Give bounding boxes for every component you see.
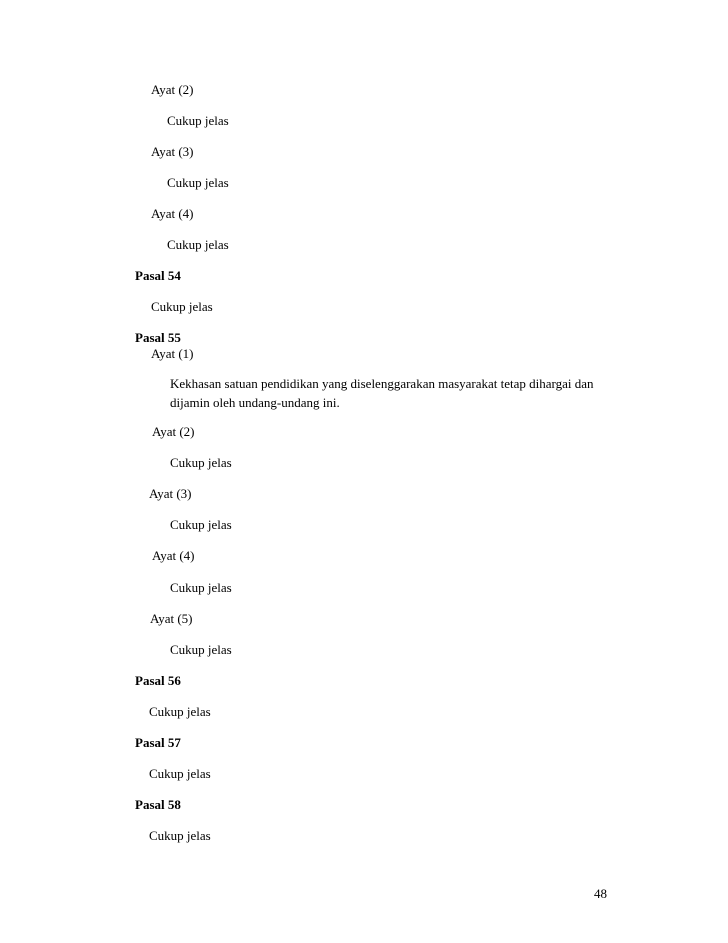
pasal-heading: Pasal 56 (135, 673, 181, 688)
pasal-heading: Pasal 54 (135, 268, 181, 283)
ayat-heading: Ayat (5) (150, 611, 193, 626)
ayat-text: Cukup jelas (167, 113, 229, 128)
pasal-heading: Pasal 58 (135, 797, 181, 812)
pasal-text: Cukup jelas (149, 704, 211, 719)
ayat-text: Cukup jelas (170, 517, 232, 532)
ayat-heading: Ayat (2) (151, 82, 194, 97)
pasal-text: Cukup jelas (149, 766, 211, 781)
pasal-text: Cukup jelas (151, 299, 213, 314)
ayat-text: Cukup jelas (170, 455, 232, 470)
ayat-text: Cukup jelas (170, 580, 232, 595)
ayat-heading: Ayat (1) (151, 346, 194, 361)
ayat-heading: Ayat (4) (152, 548, 195, 563)
page-number: 48 (594, 886, 607, 901)
pasal-text: Cukup jelas (149, 828, 211, 843)
pasal-heading: Pasal 55 (135, 330, 181, 345)
ayat-text: Cukup jelas (167, 175, 229, 190)
ayat-heading: Ayat (2) (152, 424, 195, 439)
ayat-heading: Ayat (3) (151, 144, 194, 159)
ayat-text: Cukup jelas (170, 642, 232, 657)
ayat-text: Kekhasan satuan pendidikan yang diselenggarakan masyarakat tetap dihargai dan dijamin oleh undang-undang ini. (170, 376, 594, 410)
ayat-text: Cukup jelas (167, 237, 229, 252)
ayat-heading: Ayat (4) (151, 206, 194, 221)
ayat-heading: Ayat (3) (149, 486, 192, 501)
pasal-heading: Pasal 57 (135, 735, 181, 750)
